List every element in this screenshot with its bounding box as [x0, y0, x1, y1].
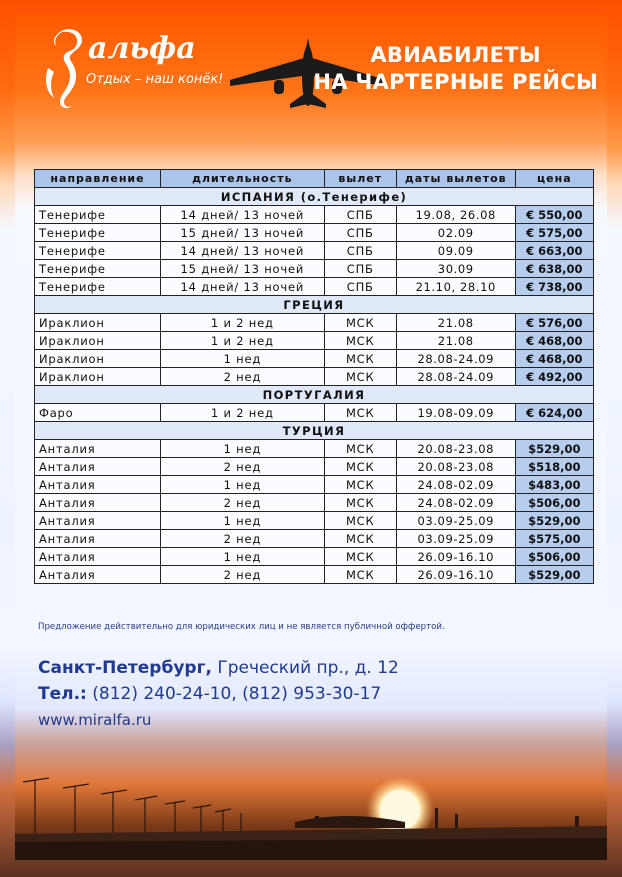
country-row [35, 422, 594, 440]
cell-duration: 1 нед [161, 440, 325, 458]
cell-price: $529,00 [515, 566, 593, 584]
cell-dates: 21.08 [396, 314, 515, 332]
cell-dates: 21.08 [396, 332, 515, 350]
cell-departure: МСК [324, 404, 396, 422]
headline-line-1: АВИАБИЛЕТЫ [370, 43, 541, 67]
phone-line [38, 681, 399, 707]
table-row [35, 224, 594, 242]
header-direction: направление [35, 170, 161, 188]
cell-dates: 28.08-24.09 [396, 368, 515, 386]
country-label: ИСПАНИЯ (о.Тенерифе) [35, 188, 594, 206]
cell-price: $483,00 [515, 476, 593, 494]
cell-departure: СПБ [324, 242, 396, 260]
cell-direction: Ираклион [35, 368, 161, 386]
cell-duration: 1 и 2 нед [161, 404, 325, 422]
cell-dates: 21.10, 28.10 [396, 278, 515, 296]
cell-departure: СПБ [324, 206, 396, 224]
cell-direction: Фаро [35, 404, 161, 422]
cell-direction: Анталия [35, 494, 161, 512]
cell-departure: МСК [324, 314, 396, 332]
table-row [35, 404, 594, 422]
fares-table [34, 169, 594, 584]
country-label: ТУРЦИЯ [35, 422, 594, 440]
header-duration: длительность [161, 170, 325, 188]
table-row [35, 548, 594, 566]
cell-duration: 1 и 2 нед [161, 332, 325, 350]
cell-price: $506,00 [515, 494, 593, 512]
cell-dates: 20.08-23.08 [396, 458, 515, 476]
cell-dates: 19.08, 26.08 [396, 206, 515, 224]
cell-departure: СПБ [324, 224, 396, 242]
cell-direction: Анталия [35, 440, 161, 458]
cell-dates: 19.08-09.09 [396, 404, 515, 422]
cell-departure: МСК [324, 566, 396, 584]
cell-direction: Тенерифе [35, 278, 161, 296]
cell-direction: Анталия [35, 566, 161, 584]
cell-direction: Ираклион [35, 314, 161, 332]
cell-price: $506,00 [515, 548, 593, 566]
city: Санкт-Петербург, [38, 658, 212, 678]
fares-body [35, 188, 594, 584]
cell-duration: 2 нед [161, 494, 325, 512]
cell-duration: 1 нед [161, 350, 325, 368]
table-row [35, 368, 594, 386]
table-row [35, 242, 594, 260]
contacts-block [38, 655, 399, 733]
table-row [35, 530, 594, 548]
phone-numbers[interactable]: (812) 240-24-10, (812) 953-30-17 [86, 684, 382, 704]
cell-price: € 663,00 [515, 242, 593, 260]
cell-price: $575,00 [515, 530, 593, 548]
seahorse-icon [40, 28, 88, 112]
cell-price: € 738,00 [515, 278, 593, 296]
cell-price: $529,00 [515, 512, 593, 530]
cell-duration: 1 нед [161, 512, 325, 530]
cell-direction: Тенерифе [35, 224, 161, 242]
table-header-row [35, 170, 594, 188]
cell-direction: Анталия [35, 476, 161, 494]
table-row [35, 206, 594, 224]
cell-duration: 2 нед [161, 368, 325, 386]
cell-departure: МСК [324, 494, 396, 512]
cell-departure: МСК [324, 440, 396, 458]
country-row [35, 296, 594, 314]
address-line [38, 655, 399, 681]
cell-direction: Тенерифе [35, 260, 161, 278]
cell-price: € 576,00 [515, 314, 593, 332]
cell-dates: 26.09-16.10 [396, 548, 515, 566]
cell-departure: МСК [324, 548, 396, 566]
table-row [35, 566, 594, 584]
table-row [35, 476, 594, 494]
cell-dates: 03.09-25.09 [396, 512, 515, 530]
sunset-airport-scene [15, 730, 607, 860]
country-row [35, 188, 594, 206]
cell-price: € 468,00 [515, 332, 593, 350]
cell-price: € 550,00 [515, 206, 593, 224]
cell-departure: МСК [324, 350, 396, 368]
brand-logo[interactable] [40, 28, 240, 118]
cell-duration: 2 нед [161, 458, 325, 476]
cell-price: € 468,00 [515, 350, 593, 368]
cell-direction: Анталия [35, 512, 161, 530]
cell-departure: СПБ [324, 278, 396, 296]
disclaimer-note: Предложение действительно для юридических лиц и не является публичной оффертой. [38, 622, 445, 632]
table-row [35, 440, 594, 458]
cell-dates: 26.09-16.10 [396, 566, 515, 584]
cell-departure: СПБ [324, 260, 396, 278]
cell-dates: 30.09 [396, 260, 515, 278]
table-row [35, 350, 594, 368]
table-row [35, 458, 594, 476]
cell-direction: Тенерифе [35, 242, 161, 260]
cell-departure: МСК [324, 512, 396, 530]
brand-slogan: Отдых – наш конёк! [86, 72, 224, 87]
cell-duration: 2 нед [161, 530, 325, 548]
cell-dates: 24.08-02.09 [396, 494, 515, 512]
country-label: ГРЕЦИЯ [35, 296, 594, 314]
cell-dates: 03.09-25.09 [396, 530, 515, 548]
phone-label: Тел.: [38, 684, 87, 704]
header-price: цена [515, 170, 593, 188]
cell-departure: МСК [324, 458, 396, 476]
cell-direction: Ираклион [35, 350, 161, 368]
cell-dates: 09.09 [396, 242, 515, 260]
cell-duration: 15 дней/ 13 ночей [161, 224, 325, 242]
cell-duration: 14 дней/ 13 ночей [161, 242, 325, 260]
headline [313, 42, 598, 96]
cell-price: € 492,00 [515, 368, 593, 386]
brand-name: альфа [88, 31, 196, 66]
cell-duration: 1 нед [161, 548, 325, 566]
cell-direction: Анталия [35, 458, 161, 476]
cell-departure: МСК [324, 530, 396, 548]
website-link[interactable]: www.miralfa.ru [38, 711, 152, 729]
headline-line-2: НА ЧАРТЕРНЫЕ РЕЙСЫ [313, 70, 598, 94]
cell-dates: 28.08-24.09 [396, 350, 515, 368]
cell-departure: МСК [324, 476, 396, 494]
table-row [35, 512, 594, 530]
cell-price: € 638,00 [515, 260, 593, 278]
cell-direction: Анталия [35, 530, 161, 548]
cell-departure: МСК [324, 368, 396, 386]
cell-dates: 20.08-23.08 [396, 440, 515, 458]
cell-duration: 1 и 2 нед [161, 314, 325, 332]
table-row [35, 314, 594, 332]
country-label: ПОРТУГАЛИЯ [35, 386, 594, 404]
cell-price: $529,00 [515, 440, 593, 458]
cell-price: € 575,00 [515, 224, 593, 242]
cell-departure: МСК [324, 332, 396, 350]
cell-price: $518,00 [515, 458, 593, 476]
address: Греческий пр., д. 12 [211, 658, 399, 678]
cell-duration: 2 нед [161, 566, 325, 584]
cell-dates: 24.08-02.09 [396, 476, 515, 494]
cell-direction: Тенерифе [35, 206, 161, 224]
cell-duration: 14 дней/ 13 ночей [161, 278, 325, 296]
table-row [35, 278, 594, 296]
cell-dates: 02.09 [396, 224, 515, 242]
cell-direction: Ираклион [35, 332, 161, 350]
table-row [35, 332, 594, 350]
cell-direction: Анталия [35, 548, 161, 566]
header-dates: даты вылетов [396, 170, 515, 188]
table-row [35, 260, 594, 278]
cell-price: € 624,00 [515, 404, 593, 422]
header-departure: вылет [324, 170, 396, 188]
cell-duration: 15 дней/ 13 ночей [161, 260, 325, 278]
cell-duration: 1 нед [161, 476, 325, 494]
table-row [35, 494, 594, 512]
country-row [35, 386, 594, 404]
cell-duration: 14 дней/ 13 ночей [161, 206, 325, 224]
